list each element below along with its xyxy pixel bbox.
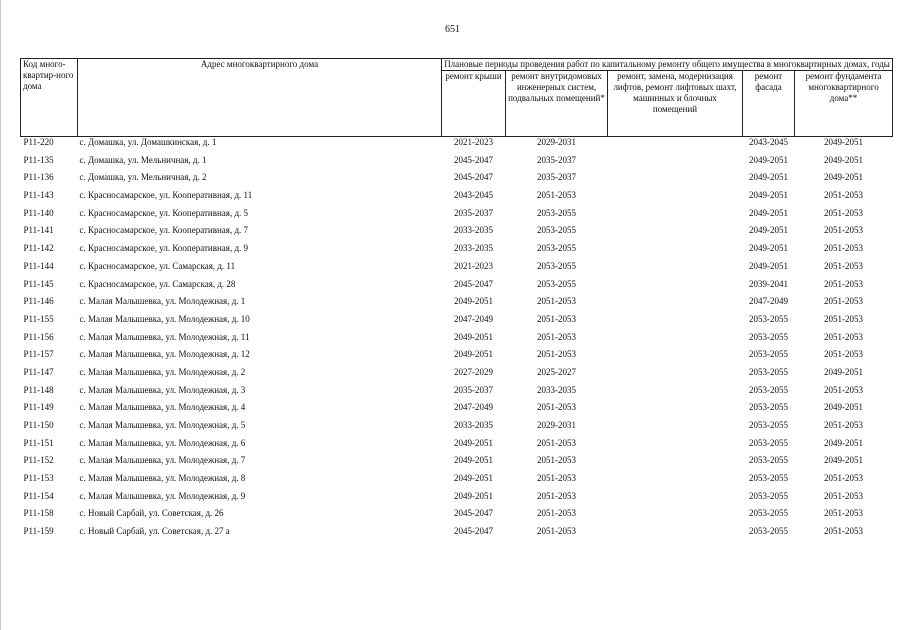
row-facade-cell: 2039-2041 [749,278,788,289]
row-elevators-cell [608,296,743,314]
row-facade-cell: 2053-2055 [749,313,788,324]
row-roof-cell: 2021-2023 [454,260,493,271]
table-row [21,137,893,155]
row-roof-cell: 2049-2051 [454,455,493,466]
row-elevators-cell [608,190,743,208]
row-address-cell: с. Домашка, ул. Мельничная, д. 1 [79,154,207,165]
row-facade-cell: 2049-2051 [749,207,788,218]
row-elevators-cell [608,526,743,544]
row-engineering-cell: 2053-2055 [537,225,576,236]
row-roof-cell: 2035-2037 [454,207,493,218]
table-row [21,225,893,243]
row-code-cell: P11-140 [23,207,54,218]
row-code-cell: P11-220 [23,137,54,147]
row-foundation-cell: 2049-2051 [824,437,864,448]
row-elevators-cell [608,314,743,332]
row-address-cell: с. Малая Малышевка, ул. Молодежная, д. 3 [79,384,246,395]
row-address-cell: с. Новый Сарбай, ул. Советская, д. 27 а [79,526,230,537]
table-row [21,261,893,279]
row-elevators-cell [608,438,743,456]
table-row [21,526,893,544]
row-address-cell: с. Малая Малышевка, ул. Молодежная, д. 6 [79,437,246,448]
table-row [21,385,893,403]
row-address-cell: с. Малая Малышевка, ул. Молодежная, д. 1 [79,296,246,307]
row-foundation-cell: 2049-2051 [824,172,864,183]
row-elevators-cell [608,473,743,491]
row-roof-cell: 2045-2047 [454,172,493,183]
table-row [21,208,893,226]
row-code-cell: P11-136 [23,172,54,183]
row-facade-cell: 2053-2055 [749,331,788,342]
row-elevators-cell [608,491,743,509]
table-row [21,438,893,456]
row-code-cell: P11-150 [23,420,54,430]
row-facade-cell: 2049-2051 [749,260,788,271]
row-facade-cell: 2049-2051 [749,243,788,254]
row-foundation-cell: 2049-2051 [824,366,864,377]
row-roof-cell: 2045-2047 [454,526,493,537]
row-code-cell: P11-135 [23,154,54,165]
row-elevators-cell [608,349,743,367]
row-address-cell: с. Новый Сарбай, ул. Советская, д. 26 [79,508,224,519]
row-foundation-cell: 2051-2053 [824,526,864,537]
row-code-cell: P11-154 [23,490,54,501]
row-engineering-cell: 2051-2053 [537,313,576,324]
page-edge-line [0,0,1,630]
row-address-cell: с. Малая Малышевка, ул. Молодежная, д. 8 [79,473,246,484]
row-facade-cell: 2053-2055 [749,420,788,430]
header-engineering: ремонт внутридомовых инженерных систем, подвальных помещений* [506,71,608,137]
row-roof-cell: 2049-2051 [454,490,493,501]
row-elevators-cell [608,243,743,261]
row-elevators-cell [608,332,743,350]
row-roof-cell: 2033-2035 [454,225,493,236]
row-engineering-cell: 2051-2053 [537,526,576,537]
row-roof-cell: 2049-2051 [454,331,493,342]
row-roof-cell: 2027-2029 [454,366,493,377]
row-facade-cell: 2049-2051 [749,225,788,236]
row-engineering-cell: 2035-2037 [537,154,576,165]
row-elevators-cell [608,508,743,526]
row-foundation-cell: 2051-2053 [824,243,864,254]
table-row [21,279,893,297]
row-foundation-cell: 2049-2051 [824,137,864,147]
row-facade-cell: 2053-2055 [749,349,788,360]
row-foundation-cell: 2051-2053 [824,473,864,484]
header-foundation: ремонт фундамента многоквартирного дома** [795,71,893,137]
row-elevators-cell [608,279,743,297]
table-row [21,420,893,438]
row-roof-cell: 2043-2045 [454,190,493,201]
row-elevators-cell [608,155,743,173]
page-number: 651 [445,24,460,35]
header-elevators: ремонт, замена, модернизация лифтов, ремонт лифтовых шахт, машинных и блочных помещений [608,71,743,137]
row-engineering-cell: 2051-2053 [537,455,576,466]
row-code-cell: P11-153 [23,473,54,484]
row-foundation-cell: 2051-2053 [824,420,864,430]
row-address-cell: с. Домашка, ул. Домашкинская, д. 1 [79,137,217,147]
row-address-cell: с. Красносамарское, ул. Кооперативная, д. 9 [79,243,249,254]
row-engineering-cell: 2029-2031 [537,137,576,147]
table-row [21,243,893,261]
row-code-cell: P11-147 [23,366,54,377]
table-row [21,190,893,208]
row-facade-cell: 2053-2055 [749,437,788,448]
row-foundation-cell: 2051-2053 [824,313,864,324]
row-elevators-cell [608,367,743,385]
row-facade-cell: 2053-2055 [749,490,788,501]
row-elevators-cell [608,172,743,190]
row-address-cell: с. Малая Малышевка, ул. Молодежная, д. 10 [79,313,250,324]
row-engineering-cell: 2051-2053 [537,402,576,413]
row-engineering-cell: 2051-2053 [537,190,576,201]
row-roof-cell: 2021-2023 [454,137,493,147]
row-engineering-cell: 2053-2055 [537,207,576,218]
row-facade-cell: 2043-2045 [749,137,788,147]
row-address-cell: с. Малая Малышевка, ул. Молодежная, д. 2 [79,366,246,377]
row-code-cell: P11-142 [23,243,54,254]
table-row [21,455,893,473]
row-foundation-cell: 2049-2051 [824,154,864,165]
row-engineering-cell: 2051-2053 [537,508,576,519]
row-engineering-cell: 2025-2027 [537,366,576,377]
row-roof-cell: 2045-2047 [454,154,493,165]
row-roof-cell: 2033-2035 [454,420,493,430]
table-body [21,137,893,544]
table-row [21,155,893,173]
row-address-cell: с. Малая Малышевка, ул. Молодежная, д. 12 [79,349,250,360]
table-row [21,402,893,420]
row-foundation-cell: 2051-2053 [824,508,864,519]
row-foundation-cell: 2051-2053 [824,225,864,236]
row-code-cell: P11-143 [23,190,54,201]
row-facade-cell: 2049-2051 [749,190,788,201]
row-engineering-cell: 2051-2053 [537,437,576,448]
table-row [21,508,893,526]
row-address-cell: с. Домашка, ул. Мельничная, д. 2 [79,172,207,183]
row-foundation-cell: 2051-2053 [824,190,864,201]
table-row [21,491,893,509]
row-elevators-cell [608,385,743,403]
row-address-cell: с. Малая Малышевка, ул. Молодежная, д. 11 [79,331,250,342]
header-code: Код много-квартир-ного дома [21,59,78,137]
row-roof-cell: 2049-2051 [454,349,493,360]
row-facade-cell: 2053-2055 [749,455,788,466]
row-code-cell: P11-146 [23,296,54,307]
row-elevators-cell [608,137,743,155]
row-address-cell: с. Красносамарское, ул. Самарская, д. 11 [79,260,236,271]
header-facade: ремонт фасада [743,71,795,137]
row-foundation-cell: 2049-2051 [824,455,864,466]
row-elevators-cell [608,455,743,473]
header-roof: ремонт крыши [442,71,506,137]
row-elevators-cell [608,261,743,279]
row-facade-cell: 2053-2055 [749,473,788,484]
table-row [21,349,893,367]
row-code-cell: P11-152 [23,455,54,466]
row-engineering-cell: 2051-2053 [537,296,576,307]
row-foundation-cell: 2049-2051 [824,402,864,413]
table-row [21,367,893,385]
row-roof-cell: 2049-2051 [454,437,493,448]
row-code-cell: P11-149 [23,402,54,413]
row-facade-cell: 2049-2051 [749,154,788,165]
row-elevators-cell [608,420,743,438]
row-address-cell: с. Малая Малышевка, ул. Молодежная, д. 9 [79,490,246,501]
row-engineering-cell: 2033-2035 [537,384,576,395]
row-facade-cell: 2053-2055 [749,366,788,377]
row-engineering-cell: 2053-2055 [537,243,576,254]
row-foundation-cell: 2051-2053 [824,384,864,395]
row-code-cell: P11-158 [23,508,54,519]
row-roof-cell: 2047-2049 [454,313,493,324]
row-code-cell: P11-145 [23,278,54,289]
table-row [21,172,893,190]
row-engineering-cell: 2029-2031 [537,420,576,430]
row-foundation-cell: 2051-2053 [824,207,864,218]
table-row [21,314,893,332]
row-facade-cell: 2053-2055 [749,526,788,537]
row-address-cell: с. Красносамарское, ул. Кооперативная, д. 5 [79,207,249,218]
row-roof-cell: 2049-2051 [454,473,493,484]
row-engineering-cell: 2053-2055 [537,278,576,289]
row-address-cell: с. Малая Малышевка, ул. Молодежная, д. 7 [79,455,246,466]
row-engineering-cell: 2051-2053 [537,473,576,484]
table-row [21,296,893,314]
row-code-cell: P11-157 [23,349,54,360]
row-foundation-cell: 2051-2053 [824,260,864,271]
row-elevators-cell [608,208,743,226]
row-address-cell: с. Малая Малышевка, ул. Молодежная, д. 4 [79,402,246,413]
row-facade-cell: 2053-2055 [749,384,788,395]
row-address-cell: с. Красносамарское, ул. Кооперативная, д. 11 [79,190,253,201]
row-code-cell: P11-156 [23,331,54,342]
row-roof-cell: 2049-2051 [454,296,493,307]
row-foundation-cell: 2051-2053 [824,490,864,501]
row-elevators-cell [608,402,743,420]
row-facade-cell: 2053-2055 [749,508,788,519]
row-roof-cell: 2045-2047 [454,508,493,519]
row-foundation-cell: 2051-2053 [824,331,864,342]
row-roof-cell: 2033-2035 [454,243,493,254]
row-foundation-cell: 2051-2053 [824,296,864,307]
row-elevators-cell [608,225,743,243]
row-code-cell: P11-151 [23,437,54,448]
row-engineering-cell: 2051-2053 [537,490,576,501]
table-row [21,332,893,350]
row-address-cell: с. Красносамарское, ул. Самарская, д. 28 [79,278,236,289]
row-engineering-cell: 2051-2053 [537,331,576,342]
row-code-cell: P11-155 [23,313,54,324]
row-foundation-cell: 2051-2053 [824,349,864,360]
header-address: Адрес многоквартирного дома [78,59,442,137]
row-address-cell: с. Красносамарское, ул. Кооперативная, д. 7 [79,225,249,236]
row-facade-cell: 2053-2055 [749,402,788,413]
row-code-cell: P11-141 [23,225,54,236]
table-row [21,473,893,491]
row-address-cell: с. Малая Малышевка, ул. Молодежная, д. 5 [79,420,246,430]
row-code-cell: P11-159 [23,526,54,537]
row-engineering-cell: 2035-2037 [537,172,576,183]
row-facade-cell: 2047-2049 [749,296,788,307]
header-periods: Плановые периоды проведения работ по капитальному ремонту общего имущества в многоквартирных домах, годы [442,59,893,71]
row-code-cell: P11-144 [23,260,54,271]
row-roof-cell: 2035-2037 [454,384,493,395]
row-engineering-cell: 2053-2055 [537,260,576,271]
row-foundation-cell: 2051-2053 [824,278,864,289]
capital-repair-table [20,58,893,544]
row-code-cell: P11-148 [23,384,54,395]
row-engineering-cell: 2051-2053 [537,349,576,360]
row-facade-cell: 2049-2051 [749,172,788,183]
row-roof-cell: 2045-2047 [454,278,493,289]
row-roof-cell: 2047-2049 [454,402,493,413]
